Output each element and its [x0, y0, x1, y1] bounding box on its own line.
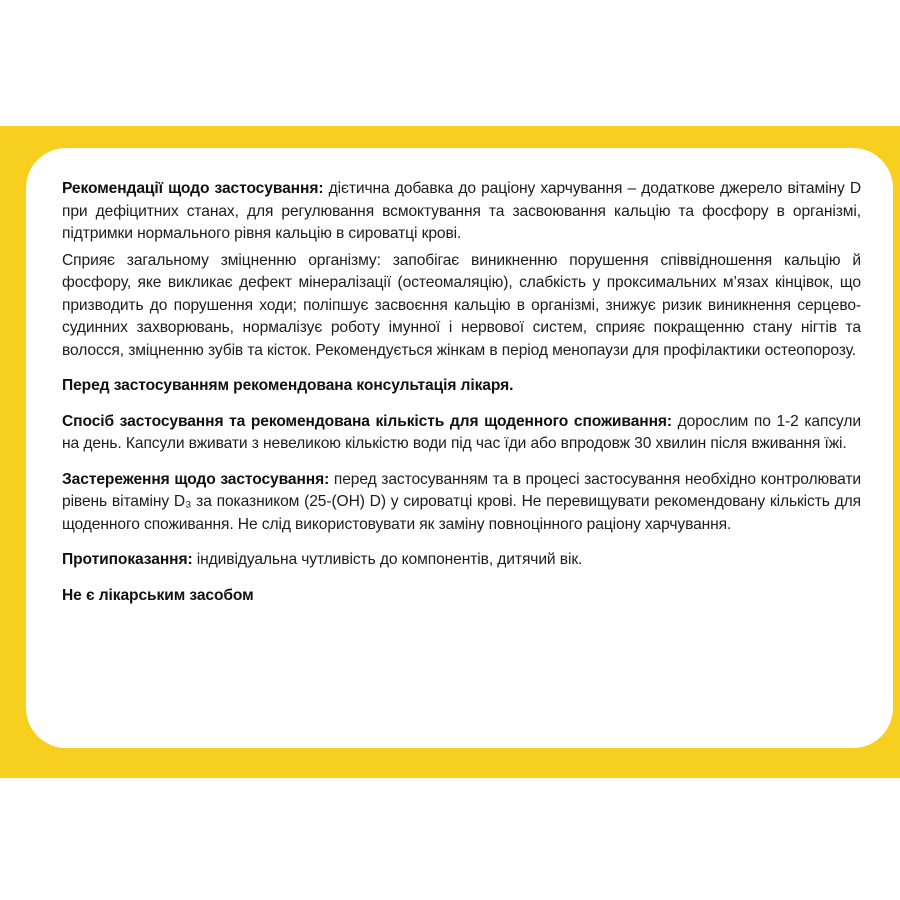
leaflet-card: [26, 148, 893, 748]
recommendations-label: Рекомендації щодо застосування:: [62, 180, 324, 197]
consultation-label: Перед застосуванням рекомендована консультація лікаря.: [62, 377, 514, 394]
usage-label: Спосіб застосування та рекомендована кількість для щоденного споживання:: [62, 412, 673, 430]
warnings-text: перед застосуванням та в процесі застосування необхідно контролювати рівень вітаміну D₃ за показником (25-(OH) D) у сироватці крові. Не перевищувати рекомендовану кількість для щоденного споживання. Не слід використовувати як заміну повноцінного раціону харчування.: [62, 470, 861, 533]
warnings-label: Застереження щодо застосування:: [62, 470, 330, 488]
consultation-paragraph: [62, 375, 861, 398]
recommendations-text: дієтична добавка до раціону харчування – додаткове джерело вітаміну D при дефіцитних станах, для регулювання всмоктування та засвоювання кальцію та фосфору в організмі, підтримки нормального рівня кальцію в сироватці крові.: [62, 180, 861, 242]
benefits-text: Сприяє загальному зміцненню організму: запобігає виникненню порушення співвідношення кальцію й фосфору, яке викликає дефект мінералізації (остеомаляцію), слабкість у проксимальних м’язах кінцівок, що призводить до порушення ходи; поліпшує засвоєння кальцію в організмі, знижує ризик виникнення серцево-судинних захворювань, нормалізує роботу імунної і нервової систем, сприяє покращенню стану нігтів та волосся, зміцненню зубів та кісток. Рекомендується жінкам в період менопаузи для профілактики остеопорозу.: [62, 251, 861, 359]
recommendations-paragraph: [62, 178, 861, 246]
contraindications-paragraph: [62, 549, 861, 572]
not-medicine-paragraph: [62, 585, 861, 608]
not-medicine-label: Не є лікарським засобом: [62, 586, 254, 604]
warnings-paragraph: [62, 469, 861, 537]
benefits-paragraph: [62, 250, 861, 363]
contraindications-label: Протипоказання:: [62, 551, 193, 568]
usage-text: дорослим по 1-2 капсули на день. Капсули вживати з невеликою кількістю води під час їди або впродовж 30 хвилин після вживання їжі.: [62, 412, 861, 452]
contraindications-text: індивідуальна чутливість до компонентів, дитячий вік.: [192, 551, 583, 568]
usage-paragraph: [62, 411, 861, 456]
